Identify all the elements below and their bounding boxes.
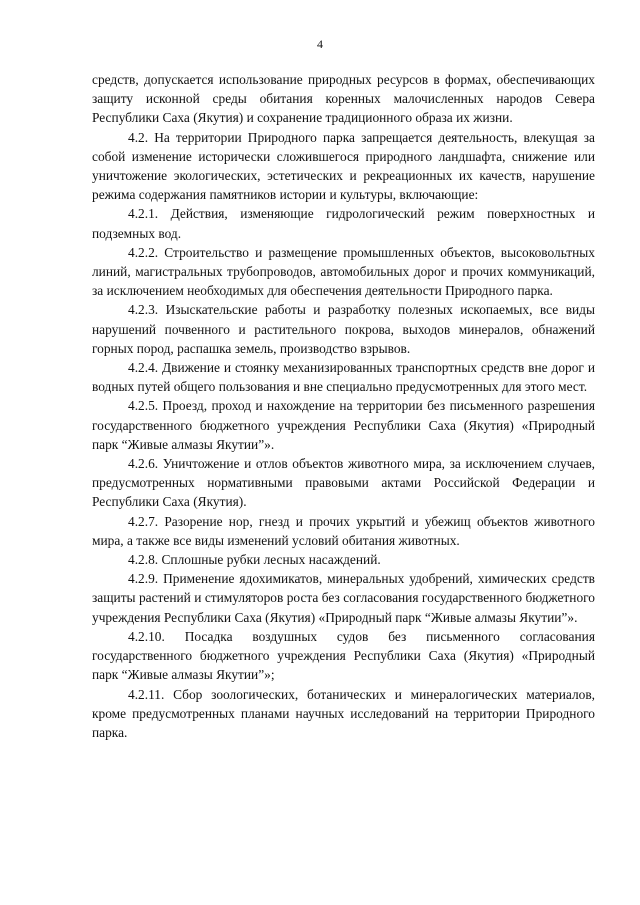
paragraph: 4.2.10. Посадка воздушных судов без письменного согласования государственного бюджетного учреждения Республики Саха (Якутия) «Природный парк “Живые алмазы Якутии”»; — [92, 628, 595, 683]
paragraph: 4.2.9. Применение ядохимикатов, минеральных удобрений, химических средств защиты растений и стимуляторов роста без согласования государственного бюджетного учреждения Республики Саха (Якутия) «Природный парк “Живые алмазы Якутии”». — [92, 571, 595, 625]
paragraph: 4.2.7. Разорение нор, гнезд и прочих укрытий и убежищ объектов животного мира, а также все виды изменений условий обитания животных. — [92, 513, 595, 548]
paragraph: 4.2.5. Проезд, проход и нахождение на территории без письменного разрешения государственного бюджетного учреждения Республики Саха (Якутия) «Природный парк “Живые алмазы Якутии”». — [92, 398, 595, 452]
paragraph: 4.2.3. Изыскательские работы и разработку полезных ископаемых, все виды нарушений почвенного и растительного покрова, выходов минералов, обнажений горных пород, распашка земель, производство взрывов. — [92, 302, 595, 356]
paragraph: 4.2.1. Действия, изменяющие гидрологический режим поверхностных и подземных вод. — [92, 206, 595, 241]
page-number: 4 — [317, 37, 323, 51]
document-body — [92, 70, 595, 742]
paragraph: 4.2.11. Сбор зоологических, ботанических и минералогических материалов, кроме предусмотренных планами научных исследований на территории Природного парка. — [92, 686, 595, 740]
paragraph: 4.2. На территории Природного парка запрещается деятельность, влекущая за собой изменение исторически сложившегося природного ландшафта, снижение или уничтожение экологических, эстетических и рекреационных их качеств, нарушение режима содержания памятников истории и культуры, включающие: — [92, 129, 595, 203]
paragraph: 4.2.2. Строительство и размещение промышленных объектов, высоковольтных линий, магистральных трубопроводов, автомобильных дорог и прочих коммуникаций, за исключением необходимых для обеспечения деятельности Природного парка. — [92, 244, 595, 299]
paragraph: 4.2.8. Сплошные рубки лесных насаждений. — [128, 552, 381, 568]
paragraph: средств, допускается использование природных ресурсов в формах, обеспечивающих защиту исконной среды обитания коренных малочисленных народов Севера Республики Саха (Якутия) и сохранение традиционного образа их жизни. — [92, 72, 595, 126]
paragraph: 4.2.4. Движение и стоянку механизированных транспортных средств вне дорог и водных путей общего пользования и вне специально предусмотренных для этого мест. — [92, 360, 595, 395]
paragraph: 4.2.6. Уничтожение и отлов объектов животного мира, за исключением случаев, предусмотренных нормативными правовыми актами Российской Федерации и Республики Саха (Якутия). — [92, 456, 595, 510]
